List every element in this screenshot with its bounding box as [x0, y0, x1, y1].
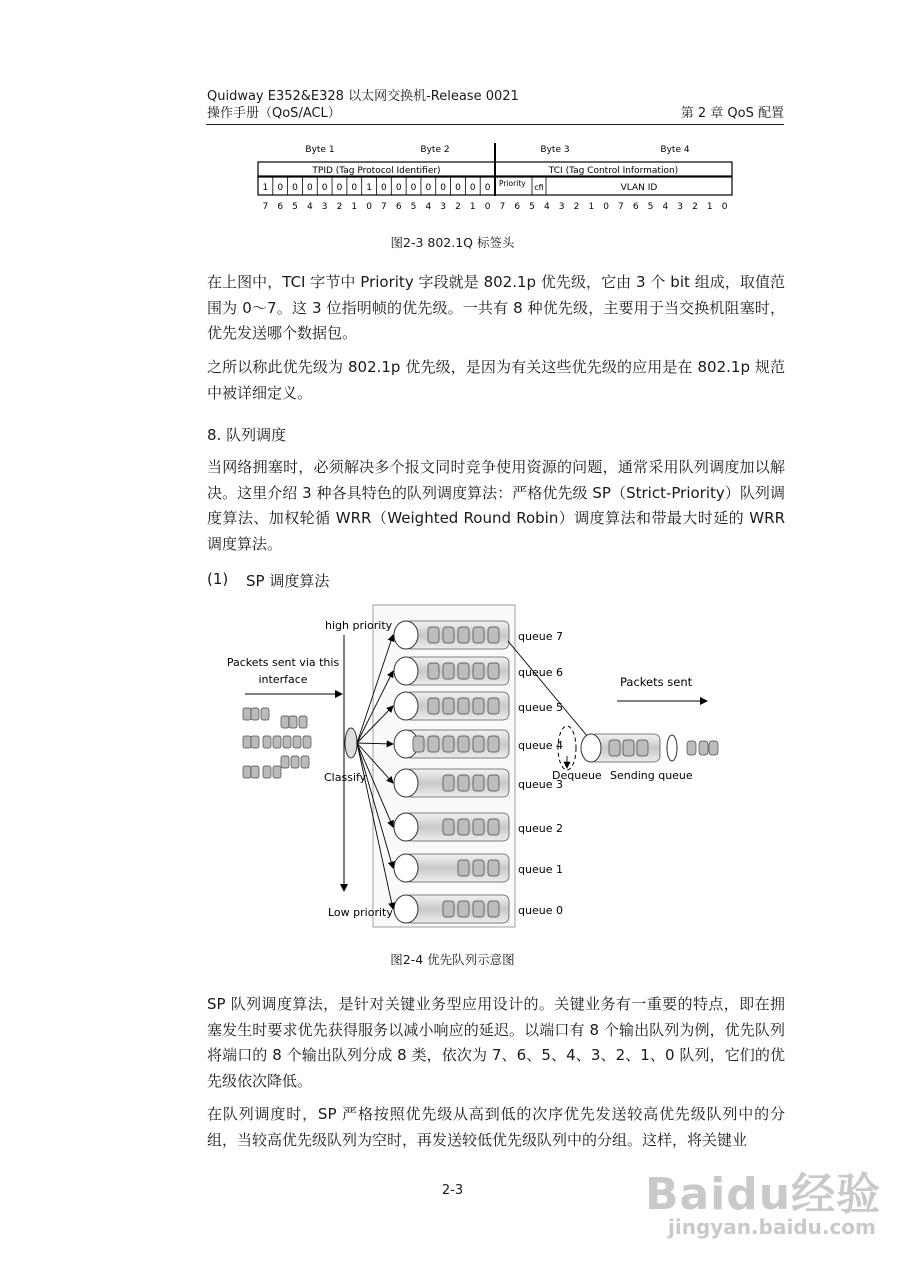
packet: [263, 766, 271, 778]
queued-packet: [458, 819, 469, 835]
queued-packet: [443, 775, 454, 791]
queue-label: queue 7: [518, 630, 563, 643]
queued-packet: [443, 698, 454, 714]
bit-number: 6: [395, 202, 402, 212]
vlan-id-label: VLAN ID: [620, 183, 658, 193]
sending-queue-label: Sending queue: [610, 769, 693, 782]
high-priority-label: high priority: [325, 619, 393, 632]
baidu-watermark-logo: Baidu经验: [645, 1169, 882, 1220]
queued-packet: [428, 663, 439, 679]
queued-packet: [473, 819, 484, 835]
output-disc: [667, 735, 677, 761]
packet: [251, 766, 259, 778]
bit-number: 6: [277, 202, 284, 212]
queued-packet: [488, 819, 499, 835]
header-chapter: 第 2 章 QoS 配置: [680, 106, 784, 121]
bit-number: 5: [292, 202, 298, 212]
packet: [243, 708, 251, 720]
bit-number: 3: [321, 202, 328, 212]
tpid-bit: 0: [292, 183, 298, 193]
classifier-disc: [345, 728, 357, 758]
bit-number: 7: [499, 202, 506, 212]
packet: [299, 716, 307, 728]
queued-packet: [458, 663, 469, 679]
bit-number: 4: [425, 202, 432, 212]
subsection-number: (1): [207, 570, 229, 588]
packet: [263, 736, 271, 748]
bit-number: 4: [662, 202, 669, 212]
input-label-line1: Packets sent via this: [226, 656, 340, 669]
queued-packet: [458, 736, 469, 752]
queued-packet: [473, 775, 484, 791]
byte-label: Byte 3: [540, 145, 570, 155]
tci-label: TCI (Tag Control Information): [548, 166, 679, 176]
sending-packet: [623, 740, 634, 756]
tpid-bit: 0: [410, 183, 417, 193]
tpid-bit: 1: [262, 183, 269, 193]
queued-packet: [488, 627, 499, 643]
sent-packet: [687, 741, 696, 755]
bit-number: 6: [632, 202, 639, 212]
packet: [289, 716, 297, 728]
byte-label: Byte 2: [420, 145, 450, 155]
packet: [291, 756, 299, 768]
queued-packet: [458, 698, 469, 714]
queue-label: queue 1: [518, 863, 563, 876]
queue-label: queue 5: [518, 701, 563, 714]
dequeue-label: Dequeue: [552, 769, 602, 782]
tpid-bit: 0: [321, 183, 328, 193]
header-title: Quidway E352&E328 以太网交换机-Release 0021: [207, 89, 519, 104]
bit-number: 3: [558, 202, 565, 212]
low-priority-label: Low priority: [328, 906, 393, 919]
packet: [303, 736, 311, 748]
bit-number: 2: [336, 202, 343, 212]
packet: [301, 756, 309, 768]
tpid-bit: 0: [351, 183, 358, 193]
tpid-bit: 0: [306, 183, 313, 193]
queued-packet: [428, 698, 439, 714]
queue-label: queue 6: [518, 666, 563, 679]
packet: [243, 766, 251, 778]
packet: [293, 736, 301, 748]
tpid-bit: 0: [425, 183, 432, 193]
queued-packet: [443, 901, 454, 917]
queue-head: [394, 854, 418, 882]
queued-packet: [488, 663, 499, 679]
section-heading: 8. 队列调度: [207, 426, 287, 444]
queued-packet: [443, 627, 454, 643]
queued-packet: [488, 860, 499, 876]
bit-number: 0: [721, 202, 728, 212]
queued-packet: [473, 627, 484, 643]
queued-packet: [473, 860, 484, 876]
tpid-bit: 0: [484, 183, 491, 193]
tpid-bit: 0: [336, 183, 343, 193]
paragraph-sp-algorithm: SP 队列调度算法，是针对关键业务型应用设计的。关键业务有一重要的特点，即在拥塞发生时要求优先获得服务以减小响应的延迟。以端口有 8 个输出队列为例，优先队列将端口的 8 个输出队列分成 8 类，依次为 7、6、5、4、3、2、1、0 队列，它们的优先级依次降低。: [207, 995, 785, 1090]
tpid-bit: 0: [395, 183, 402, 193]
byte-label: Byte 4: [660, 145, 690, 155]
paragraph-sp-scheduling: 在队列调度时，SP 严格按照优先级从高到低的次序优先发送较高优先级队列中的分组，当较高优先级队列为空时，再发送较低优先级队列中的分组。这样，将关键业: [207, 1105, 785, 1149]
bit-number: 2: [573, 202, 580, 212]
bit-number: 0: [603, 202, 609, 212]
paragraph-queue-scheduling: 当网络拥塞时，必须解决多个报文同时竞争使用资源的问题，通常采用队列调度加以解决。这里介绍 3 种各具特色的队列调度算法：严格优先级 SP（Strict-Priority）队列调度算法、加权轮循 WRR（Weighted Round Robin）调度算法和带最大时延的 WRR 调度算法。: [207, 458, 785, 553]
packet: [273, 736, 281, 748]
paragraph-priority: 在上图中，TCI 字节中 Priority 字段就是 802.1p 优先级，它由 3 个 bit 组成，取值范围为 0～7。这 3 位指明帧的优先级。一共有 8 种优先级，主要用于当交换机阻塞时，优先发送哪个数据包。: [207, 273, 785, 342]
tpid-bit: 0: [455, 183, 461, 193]
bit-number: 0: [366, 202, 372, 212]
tpid-label: TPID (Tag Protocol Identifier): [312, 166, 441, 176]
queued-packet: [458, 627, 469, 643]
queued-packet: [443, 736, 454, 752]
bit-number: 1: [706, 202, 713, 212]
packet: [273, 766, 281, 778]
bit-number: 0: [484, 202, 491, 212]
packet: [261, 708, 269, 720]
subsection-title: SP 调度算法: [246, 572, 330, 590]
bit-number: 7: [381, 202, 387, 212]
figure2-caption: 图2-4 优先队列示意图: [390, 952, 515, 967]
packets-sent-label: Packets sent: [620, 675, 693, 689]
packet: [251, 708, 259, 720]
baidu-watermark-url: jingyan.baidu.com: [668, 1215, 876, 1239]
bit-number: 3: [677, 202, 684, 212]
packet: [251, 736, 259, 748]
bit-number: 4: [306, 202, 313, 212]
sent-packet: [699, 741, 708, 755]
queued-packet: [488, 736, 499, 752]
sent-packet: [709, 741, 718, 755]
header-subtitle: 操作手册（QoS/ACL）: [207, 106, 341, 121]
classify-label: Classify: [324, 771, 367, 784]
tpid-bit: 0: [277, 183, 284, 193]
header-rule: [206, 124, 784, 125]
queued-packet: [488, 901, 499, 917]
byte-label: Byte 1: [305, 145, 335, 155]
figure-8021q-tag: [250, 140, 740, 214]
bit-number: 5: [647, 202, 654, 212]
cfi-field-label: cfi: [534, 183, 544, 192]
queue-head: [394, 621, 418, 649]
queued-packet: [458, 775, 469, 791]
sending-head: [581, 734, 601, 762]
queued-packet: [473, 663, 484, 679]
queued-packet: [413, 736, 424, 752]
tpid-bit: 1: [366, 183, 372, 193]
queue-label: queue 4: [518, 739, 563, 752]
queued-packet: [473, 698, 484, 714]
queue-head: [394, 657, 418, 685]
queue-label: queue 3: [518, 778, 563, 791]
queue-label: queue 2: [518, 822, 563, 835]
packet: [283, 736, 291, 748]
queued-packet: [458, 860, 469, 876]
input-label-line2: interface: [258, 673, 308, 686]
bit-number: 1: [351, 202, 358, 212]
queue-head: [394, 769, 418, 797]
queued-packet: [458, 901, 469, 917]
queued-packet: [443, 663, 454, 679]
page-number: 2-3: [441, 1183, 464, 1198]
tpid-bit: 0: [440, 183, 447, 193]
figure1-caption: 图2-3 802.1Q 标签头: [390, 235, 515, 250]
bit-number: 1: [469, 202, 476, 212]
bit-number: 5: [410, 202, 417, 212]
queue-label: queue 0: [518, 904, 563, 917]
tpid-bit: 0: [381, 183, 387, 193]
bit-number: 5: [529, 202, 535, 212]
paragraph-8021p: 之所以称此优先级为 802.1p 优先级，是因为有关这些优先级的应用是在 802.1p 规范中被详细定义。: [207, 358, 785, 402]
sending-packet: [609, 740, 620, 756]
bit-number: 1: [588, 202, 595, 212]
queue-head: [394, 895, 418, 923]
queued-packet: [473, 736, 484, 752]
figure-priority-queue: [225, 598, 735, 938]
bit-number: 2: [455, 202, 461, 212]
dequeue-path: [508, 641, 593, 743]
sending-packet: [637, 740, 648, 756]
bit-number: 3: [440, 202, 447, 212]
tpid-bit: 0: [469, 183, 476, 193]
queued-packet: [428, 736, 439, 752]
queued-packet: [428, 627, 439, 643]
bit-number: 7: [262, 202, 269, 212]
bit-number: 6: [514, 202, 521, 212]
queued-packet: [488, 775, 499, 791]
packet: [243, 736, 251, 748]
packet: [281, 756, 289, 768]
bit-number: 2: [692, 202, 698, 212]
bit-number: 4: [543, 202, 550, 212]
bit-number: 7: [618, 202, 624, 212]
priority-field-label: Priority: [499, 179, 526, 188]
queue-head: [394, 813, 418, 841]
queued-packet: [488, 698, 499, 714]
queued-packet: [443, 819, 454, 835]
queue-head: [394, 692, 418, 720]
queued-packet: [473, 901, 484, 917]
packet: [281, 716, 289, 728]
